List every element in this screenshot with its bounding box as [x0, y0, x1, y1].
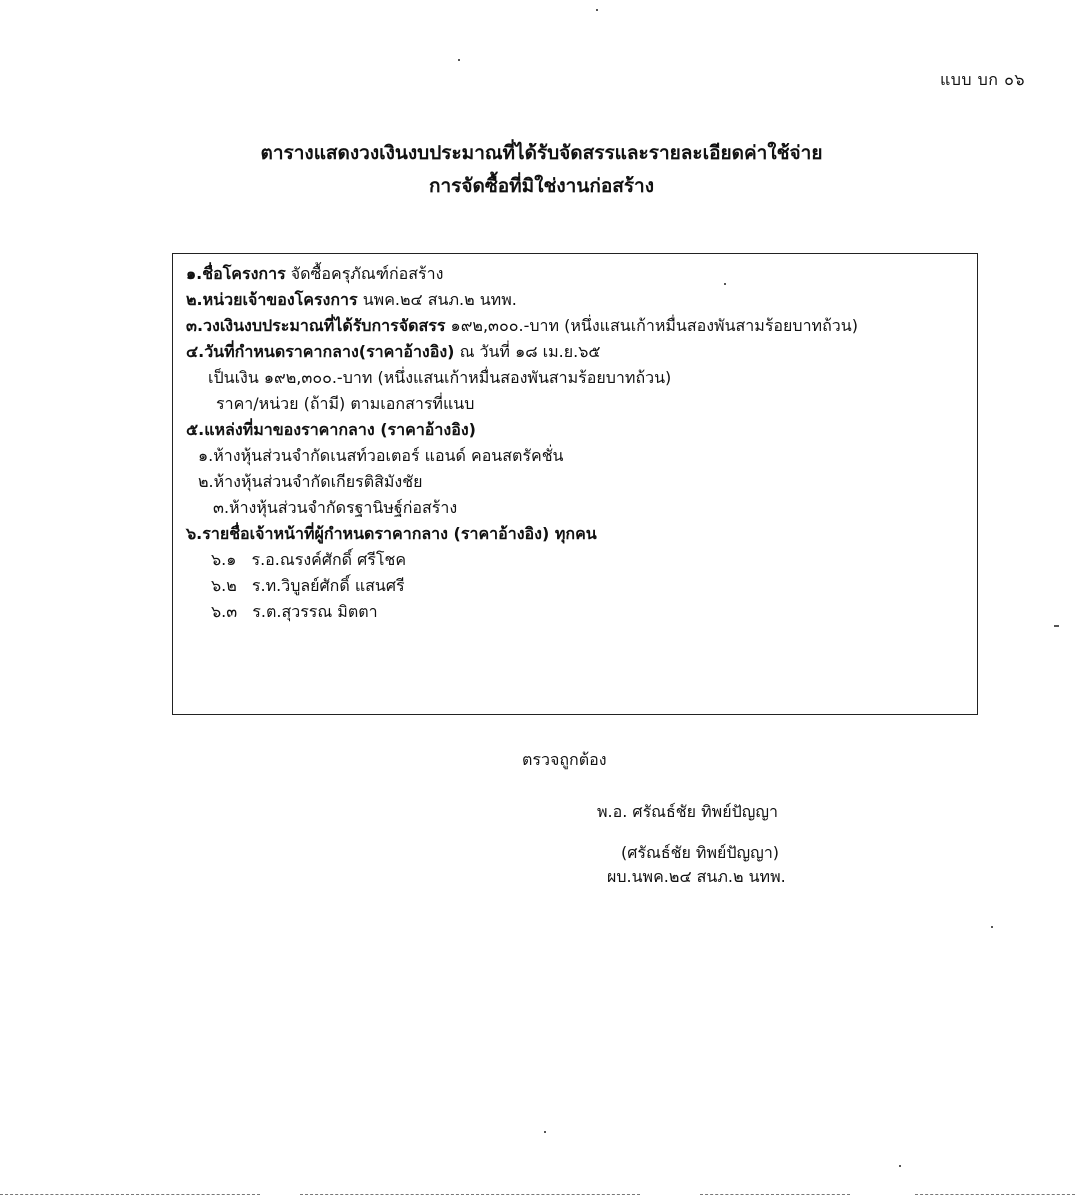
verified-text: ตรวจถูกต้อง — [522, 750, 607, 769]
officer-number: ๖.๑ — [211, 550, 237, 569]
project-owner-value: นพค.๒๔ สนภ.๒ นทพ. — [362, 290, 517, 309]
scan-speck — [899, 1165, 901, 1167]
reference-price-date-row — [186, 342, 600, 362]
scan-edge-line — [300, 1194, 640, 1195]
price-source-item: ๑.ห้างหุ้นส่วนจำกัดเนสท์วอเตอร์ แอนด์ คอนสตรัคชั่น — [198, 446, 564, 465]
document-title-line-1: ตารางแสดงวงเงินงบประมาณที่ได้รับจัดสรรและรายละเอียดค่าใช้จ่าย — [260, 142, 823, 164]
price-sources-label: ๕.แหล่งที่มาของราคากลาง (ราคาอ้างอิง) — [186, 420, 476, 439]
document-title-line-2: การจัดซื้อที่มิใช่งานก่อสร้าง — [429, 175, 654, 197]
officers-heading — [186, 524, 597, 544]
form-code: แบบ บก ๐๖ — [939, 70, 1025, 89]
signer-position: ผบ.นพค.๒๔ สนภ.๒ นทพ. — [607, 867, 786, 886]
budget-value: ๑๙๒,๓๐๐.-บาท (หนึ่งแสนเก้าหมื่นสองพันสามร้อยบาทถ้วน) — [450, 316, 858, 335]
officer-row — [211, 550, 406, 570]
officer-name: ร.ต.สุวรรณ มิตตา — [252, 602, 378, 621]
signer-name: พ.อ. ศรัณธ์ชัย ทิพย์ปัญญา — [597, 802, 778, 821]
scan-speck — [544, 1131, 546, 1133]
scan-speck — [596, 9, 598, 11]
officer-number: ๖.๓ — [211, 602, 238, 621]
scan-edge-line — [700, 1194, 850, 1195]
price-source-item: ๒.ห้างหุ้นส่วนจำกัดเกียรติสิมังชัย — [198, 472, 423, 491]
project-name-row — [186, 264, 443, 284]
scan-speck — [458, 59, 460, 61]
signer-printed-name: (ศรัณธ์ชัย ทิพย์ปัญญา) — [621, 843, 780, 862]
reference-price-date-label: ๔.วันที่กำหนดราคากลาง(ราคาอ้างอิง) — [186, 342, 455, 361]
budget-label: ๓.วงเงินงบประมาณที่ได้รับการจัดสรร — [186, 316, 446, 335]
budget-row — [186, 316, 858, 336]
reference-price-date-value: ณ วันที่ ๑๘ เม.ย.๖๕ — [459, 342, 601, 361]
price-sources-heading — [186, 420, 476, 440]
reference-price-amount: เป็นเงิน ๑๙๒,๓๐๐.-บาท (หนึ่งแสนเก้าหมื่นสองพันสามร้อยบาทถ้วน) — [208, 368, 672, 387]
officer-name: ร.ท.วิบูลย์ศักดิ์ แสนศรี — [251, 576, 405, 595]
scan-speck — [991, 926, 993, 928]
unit-price-note: ราคา/หน่วย (ถ้ามี) ตามเอกสารที่แนบ — [216, 394, 475, 413]
scan-speck — [1054, 625, 1059, 627]
scan-edge-line — [0, 1194, 260, 1195]
project-owner-row — [186, 290, 517, 310]
officer-row — [211, 576, 405, 596]
project-owner-label: ๒.หน่วยเจ้าของโครงการ — [186, 290, 358, 309]
officers-label: ๖.รายชื่อเจ้าหน้าที่ผู้กำหนดราคากลาง (ราคาอ้างอิง) ทุกคน — [186, 524, 597, 543]
officer-row — [211, 602, 378, 622]
officer-number: ๖.๒ — [211, 576, 237, 595]
price-source-item: ๓.ห้างหุ้นส่วนจำกัดรฐานิษฐ์ก่อสร้าง — [213, 498, 458, 517]
officer-name: ร.อ.ณรงค์ศักดิ์ ศรีโชค — [251, 550, 407, 569]
scan-speck — [724, 283, 726, 285]
scan-edge-line — [915, 1194, 1075, 1195]
project-name-label: ๑.ชื่อโครงการ — [186, 264, 286, 283]
project-name-value: จัดซื้อครุภัณฑ์ก่อสร้าง — [290, 264, 444, 283]
